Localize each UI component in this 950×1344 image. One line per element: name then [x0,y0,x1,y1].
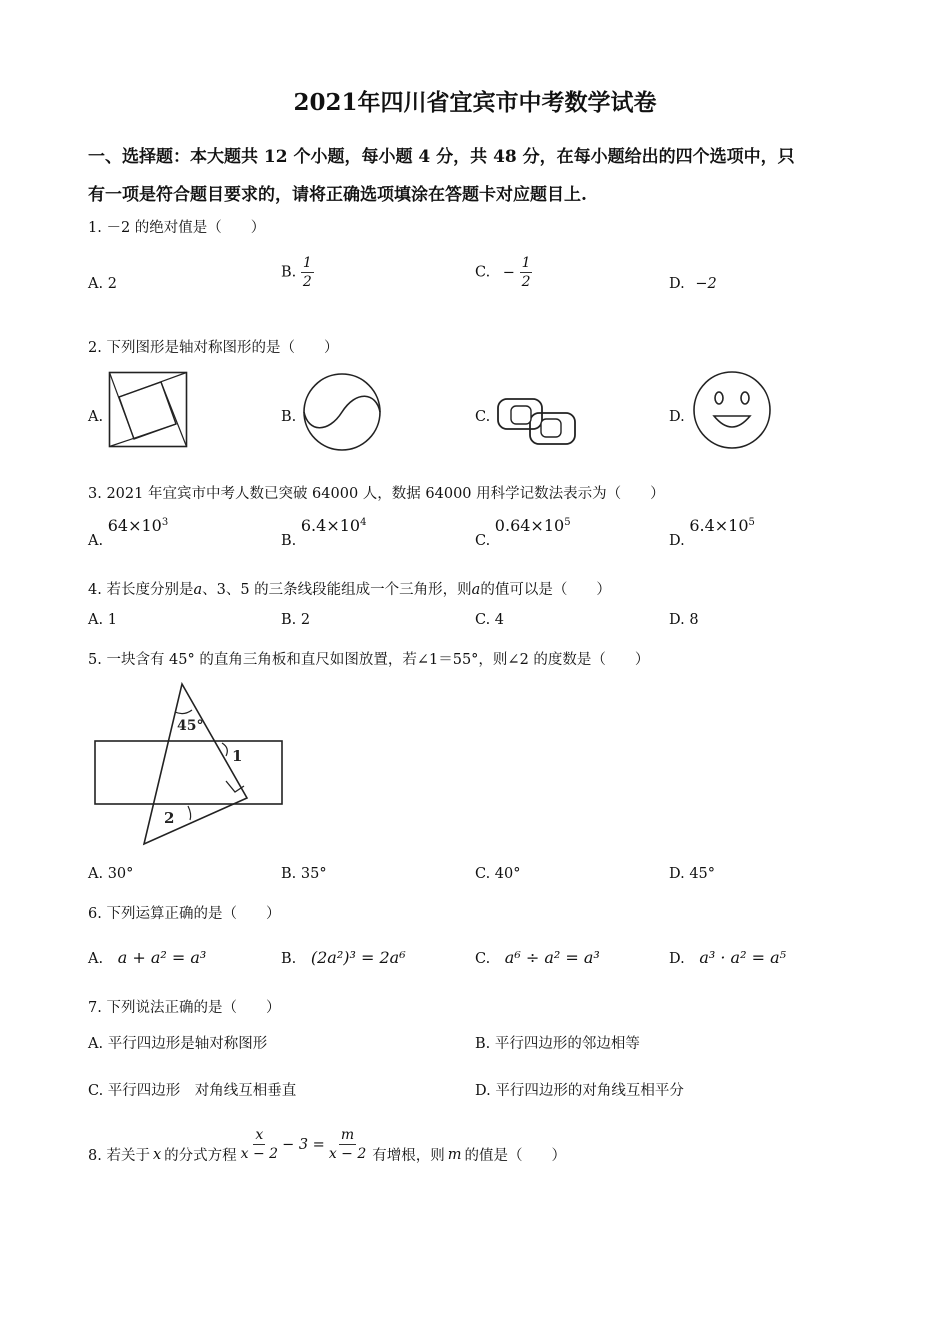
fraction-numerator: x [255,1127,264,1143]
option-value: −2 [695,276,717,292]
q5-option-c[interactable]: C. 40° [475,866,521,882]
question-6-stem: 6. 下列运算正确的是（ ） [88,906,281,922]
fraction-denominator: 2 [521,274,531,290]
stem-text: 有增根，则 [372,1148,445,1164]
fraction [520,254,533,291]
option-label: D. [669,951,685,967]
option-label: A. [88,533,104,549]
angle-45-label: 45° [177,718,204,734]
triangle-ruler-figure [92,682,287,848]
option-value: 2 [107,276,117,292]
q5-option-b[interactable]: B. 35° [281,866,327,882]
sci-exponent: 5 [748,517,755,529]
stem-text: 的值可以是（ ） [480,582,611,598]
sci-base: 6.4×10 [300,516,361,535]
page-title: 2021年四川省宜宾市中考数学试卷 [293,89,657,116]
q3-option-a[interactable] [88,516,169,549]
stem-text: 的值是（ ） [464,1148,567,1164]
variable-a: a [471,582,481,598]
stem-text: 8. 若关于 [88,1148,150,1164]
sci-base: 0.64×10 [494,516,565,535]
option-label: A. [88,276,104,292]
sci-base: 6.4×10 [689,516,749,535]
stem-text: 、3、5 的三条线段能组成一个三角形，则 [202,582,472,598]
variable-m: m [447,1146,462,1163]
q6-option-d[interactable] [669,948,786,967]
q5-option-d[interactable]: D. 45° [669,866,716,882]
fraction-denominator: x − 2 [328,1146,367,1162]
question-4-stem [88,578,611,599]
q1-option-b[interactable] [281,254,314,291]
question-3-stem: 3. 2021 年宜宾市中考人数已突破 64000 人，数据 64000 用科学记数法表示为（ ） [88,486,665,502]
q5-option-a[interactable]: A. 30° [88,866,134,882]
q7-option-a[interactable]: A. 平行四边形是轴对称图形 [88,1036,268,1052]
question-2-stem: 2. 下列图形是轴对称图形的是（ ） [88,340,339,356]
q6-option-a[interactable] [88,948,206,967]
q2-option-b-label[interactable]: B. [281,409,297,425]
q7-option-c[interactable]: C. 平行四边形 对角线互相垂直 [88,1083,297,1099]
fraction-numerator: 1 [521,255,531,271]
question-1-stem: 1. －2 的绝对值是（ ） [88,220,266,236]
sci-exponent: 5 [564,517,571,529]
q3-option-d[interactable] [669,516,755,549]
equation-middle: − 3 = [282,1136,325,1153]
option-label: C. [475,264,491,281]
section-heading-line1: 一、选择题：本大题共 12 个小题，每小题 4 分，共 48 分，在每小题给出的四个选项中，只 [88,147,795,167]
q2-option-c-label[interactable]: C. [475,409,491,425]
sci-base: 64×10 [107,516,162,535]
fraction-denominator: 2 [302,274,312,290]
option-label: B. [281,951,297,967]
option-expression: (2a²)³ = 2a⁶ [310,948,406,967]
question-7-stem: 7. 下列说法正确的是（ ） [88,1000,281,1016]
variable-a: a [193,582,203,598]
fraction-numerator: m [340,1127,355,1143]
stem-text: 4. 若长度分别是 [88,582,194,598]
sci-exponent: 4 [360,517,367,529]
option-expression: a³ · a² = a⁵ [699,948,787,967]
smiley-face-figure [692,370,772,450]
angle-2-label: 2 [164,809,175,827]
q7-option-b[interactable]: B. 平行四边形的邻边相等 [475,1036,640,1052]
q7-option-d[interactable]: D. 平行四边形的对角线互相平分 [475,1083,684,1099]
yin-yang-circle-figure [302,372,382,452]
angle-1-label: 1 [232,747,243,765]
option-label: B. [281,533,297,549]
q6-option-b[interactable] [281,948,406,967]
option-expression: a⁶ ÷ a² = a³ [504,948,600,967]
option-label: C. [475,951,491,967]
option-expression: a + a² = a³ [117,948,207,967]
q3-option-c[interactable] [475,516,571,549]
equation-fraction-right [329,1126,366,1163]
linked-chain-figure [497,397,577,447]
fraction [301,254,314,291]
q2-option-d-label[interactable]: D. [669,409,685,425]
question-8-stem [88,1126,566,1163]
option-label: A. [88,951,104,967]
equation-fraction-left [241,1126,278,1163]
option-label: C. [475,533,491,549]
q1-option-d[interactable] [669,276,717,292]
question-5-stem: 5. 一块含有 45° 的直角三角板和直尺如图放置，若∠1＝55°，则∠2 的度数是（ ） [88,652,650,668]
minus-sign: − [502,264,515,281]
q1-option-c[interactable] [475,254,532,291]
option-label: D. [669,276,685,292]
sci-exponent: 3 [161,517,169,529]
fraction-numerator: 1 [302,255,312,271]
section-heading-line2: 有一项是符合题目要求的，请将正确选项填涂在答题卡对应题目上. [88,185,587,205]
square-pinwheel-figure [109,372,187,448]
q4-option-d[interactable]: D. 8 [669,612,699,628]
q6-option-c[interactable] [475,948,600,967]
option-label: B. [281,264,297,281]
fraction-denominator: x − 2 [240,1146,279,1162]
q3-option-b[interactable] [281,516,367,549]
q4-option-a[interactable]: A. 1 [88,612,117,628]
stem-text: 的分式方程 [164,1148,237,1164]
q4-option-b[interactable]: B. 2 [281,612,311,628]
q2-option-a-label[interactable]: A. [88,409,104,425]
variable-x: x [152,1146,162,1163]
option-label: D. [669,533,685,549]
q4-option-c[interactable]: C. 4 [475,612,505,628]
q1-option-a[interactable] [88,276,117,292]
